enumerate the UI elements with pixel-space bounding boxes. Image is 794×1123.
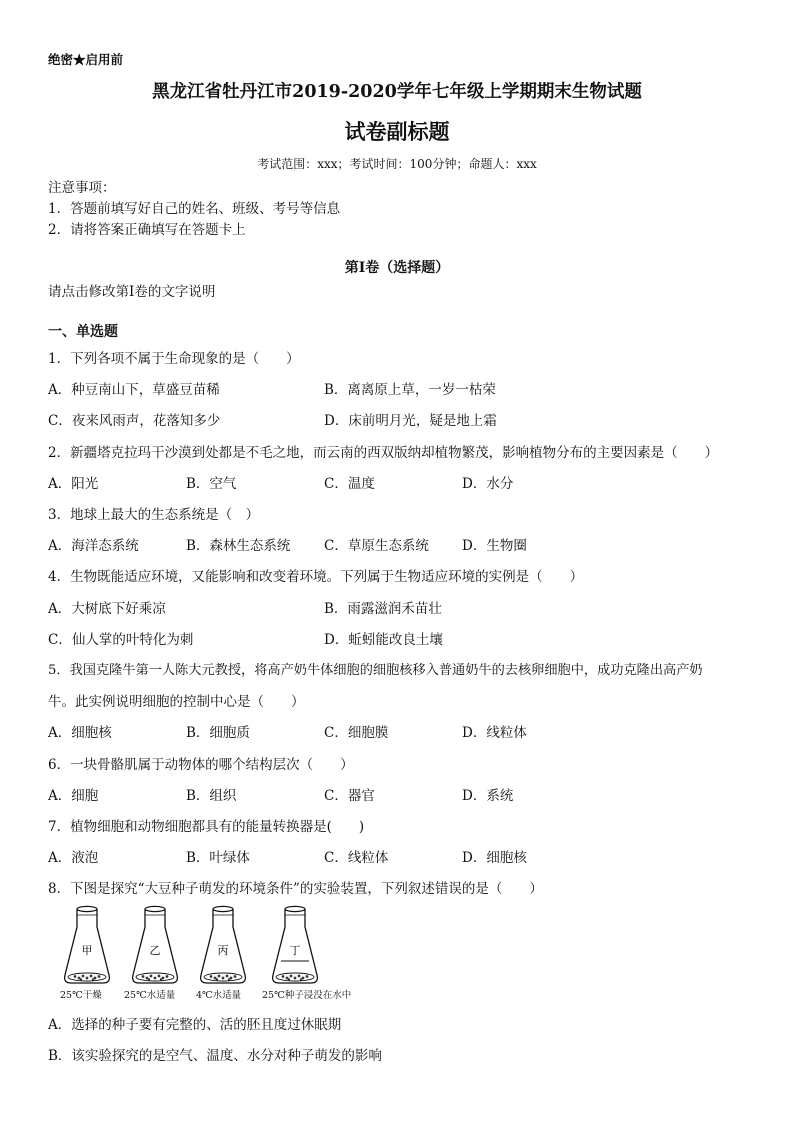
question-option: A．海洋态系统 <box>48 538 139 554</box>
question-option: A．细胞核 <box>48 725 112 741</box>
question-option: D．系统 <box>462 788 514 804</box>
question-stem: 8．下图是探究“大豆种子萌发的环境条件”的实验装置，下列叙述错误的是（ ） <box>48 881 543 897</box>
flask-caption: 25℃种子浸没在水中 <box>262 990 352 1001</box>
question-option: C．细胞膜 <box>324 725 389 741</box>
notes-label: 注意事项： <box>48 180 116 196</box>
question-option: D．蚯蚓能改良土壤 <box>324 632 443 648</box>
question-option: D．细胞核 <box>462 850 527 866</box>
question-stem: 牛。此实例说明细胞的控制中心是（ ） <box>48 694 305 710</box>
question-option: A．大树底下好乘凉 <box>48 601 166 617</box>
flask-mark: 丙 <box>217 944 229 957</box>
question-option: A．种豆南山下，草盛豆苗稀 <box>48 382 220 398</box>
question-option: C．温度 <box>324 476 375 492</box>
section-heading: 一、单选题 <box>48 324 118 340</box>
flask-caption: 4℃水适量 <box>196 990 242 1001</box>
flask-mark: 甲 <box>81 944 93 957</box>
flask-caption: 25℃干燥 <box>60 990 102 1001</box>
question-stem: 7．植物细胞和动物细胞都具有的能量转换器是( ) <box>48 819 365 835</box>
question-option: A．阳光 <box>48 476 99 492</box>
question-option: D．线粒体 <box>462 725 527 741</box>
flask-caption: 25℃水适量 <box>124 990 176 1001</box>
question-option: B．离离原上草，一岁一枯荣 <box>324 382 496 398</box>
question-stem: 5．我国克隆牛第一人陈大元教授，将高产奶牛体细胞的细胞核移入普通奶牛的去核卵细胞中，成功克隆出高产奶 <box>48 663 703 678</box>
question-option: D．生物圈 <box>462 538 527 554</box>
flask-mark: 丁 <box>289 944 301 957</box>
question-option: B．叶绿体 <box>186 850 250 866</box>
flask-mark: 乙 <box>149 944 161 957</box>
exam-title: 黑龙江省牡丹江市2019-2020学年七年级上学期期末生物试题 <box>152 82 642 102</box>
question-stem: 2．新疆塔克拉玛干沙漠到处都是不毛之地，而云南的西双版纳却植物繁茂，影响植物分布的主要因素是（ ） <box>48 445 719 461</box>
question-option: C．线粒体 <box>324 850 389 866</box>
question-stem: 6．一块骨骼肌属于动物体的哪个结构层次（ ） <box>48 757 354 773</box>
question-option: B．细胞质 <box>186 725 250 741</box>
question-option: A．液泡 <box>48 850 99 866</box>
question-option: D．床前明月光，疑是地上霜 <box>324 413 497 429</box>
question-option: D．水分 <box>462 476 514 492</box>
question-stem: 4．生物既能适应环境，又能影响和改变着环境。下列属于生物适应环境的实例是（ ） <box>48 569 584 585</box>
question-option: A．细胞 <box>48 788 99 804</box>
question-option: B．该实验探究的是空气、温度、水分对种子萌发的影响 <box>48 1048 382 1064</box>
notes-item: 1．答题前填写好自己的姓名、班级、考号等信息 <box>48 201 341 217</box>
question-option: C．器官 <box>324 788 375 804</box>
question-stem: 3．地球上最大的生态系统是（ ） <box>48 507 260 523</box>
question-option: B．森林生态系统 <box>186 538 291 554</box>
part1-desc[interactable]: 请点击修改第I卷的文字说明 <box>48 284 216 300</box>
question-option: C．仙人掌的叶特化为刺 <box>48 632 194 648</box>
question-option: C．夜来风雨声，花落知多少 <box>48 413 221 429</box>
exam-subtitle: 试卷副标题 <box>344 119 450 144</box>
question-option: A．选择的种子要有完整的、活的胚且度过休眠期 <box>48 1017 342 1033</box>
question-option: B．雨露滋润禾苗壮 <box>324 601 442 617</box>
notes-item: 2．请将答案正确填写在答题卡上 <box>48 222 246 238</box>
question-option: C．草原生态系统 <box>324 538 429 554</box>
part1-title: 第I卷（选择题） <box>344 260 450 276</box>
question-option: B．组织 <box>186 788 237 804</box>
confidential-mark: 绝密★启用前 <box>48 52 124 67</box>
question-option: B．空气 <box>186 476 237 492</box>
question-stem: 1．下列各项不属于生命现象的是（ ） <box>48 351 300 367</box>
exam-info: 考试范围：xxx；考试时间：100分钟；命题人：xxx <box>257 157 537 171</box>
